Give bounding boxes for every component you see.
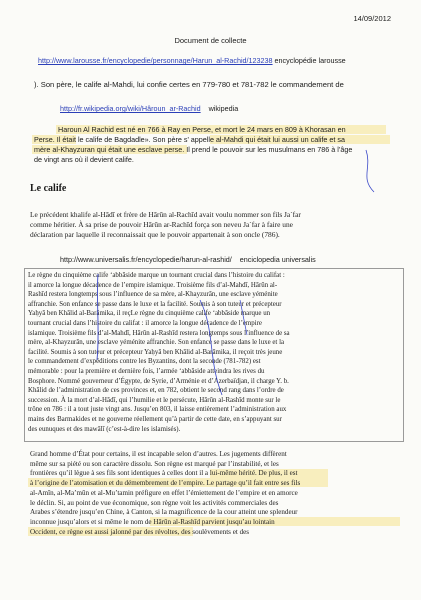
scan-line: Khālid de l’administration de ces provinces et, en 782, obtient le second rang dans l’ordre de (28, 387, 284, 395)
lower-line: inconnue jusqu’alors et si même le nom de Hārūn al-Rashīd parvient jusqu’au lointain (30, 517, 275, 526)
wikipedia-line: Haroun Al Rachid est né en 766 à Ray en Perse, et mort le 24 mars en 809 à Khorasan en (58, 125, 346, 134)
scan-line: tournant crucial dans l’histoire du califat : il amorce la longue décadence de l’empire (28, 319, 262, 327)
pen-stroke (366, 150, 374, 192)
wikipedia-line: mère al-Khayzuran qui était une esclave perse. Il prend le pouvoir sur les musulmans en 786 à l’âge (34, 145, 353, 154)
calife-line: déclaration par laquelle il reconnaissait que le pouvoir appartenait à son oncle (786). (30, 230, 280, 239)
lower-line: à l’origine de l’atomisation et du démembrement de l’empire. Le partage qu’il fait entre ses fils (30, 479, 301, 488)
lower-line: le déclin. Si, au point de vue économique, son règne voit les activités commerciales des (30, 498, 279, 507)
scan-line: le commandement d’expéditions contre les Byzantins, dont la seconde (781-782) est (28, 358, 261, 366)
lower-line: Grand homme d’État pour certains, il est incapable selon d’autres. Les jugements diffèrent (30, 450, 287, 458)
pen-stroke (240, 300, 247, 335)
lower-excerpt (30, 450, 400, 537)
scan-line: mains des Barmakides et ne gouverne réellement qu’à partir de cette date, en s’appuyant sur (28, 415, 282, 423)
larousse-link[interactable]: http://www.larousse.fr/encyclopedie/personnage/Harun_al-Rachid/123238 (38, 56, 273, 65)
scan-line: succession. À la mort d’al-Hādī, qui l’humilie et le persécute, Hārūn al-Rashīd monte sur le (28, 396, 281, 404)
larousse-excerpt: ). Son père, le calife al-Mahdi, lui confie certes en 779-780 et 781-782 le commandement de (34, 80, 344, 89)
wikipedia-link[interactable]: http://fr.wikipedia.org/wiki/Hâroun_ar-Rachid (60, 104, 201, 113)
scan-line: affranchie. Son enfance se passe dans le luxe et la facilité. Soumis à son tuteur et précepteur (28, 300, 282, 308)
lower-line: frontières qu’il lègue à ses fils sont identiques à celles dont il a lui-même hérité. De plus, il est (30, 469, 298, 478)
section-heading-calife: Le calife (30, 183, 67, 194)
document-title: Document de collecte (174, 36, 247, 45)
lower-line: Occident, ce règne est aussi jalonné par des révoltes, des soulèvements et des (30, 527, 250, 536)
scan-line: mère, al-Khayzurān, une esclave yéménite affranchie. Son enfance se passe dans le luxe et la (28, 339, 285, 347)
scan-line: trône en 786 : il a tout juste vingt ans. Jusqu’en 803, il laisse entièrement l’administration aux (28, 406, 287, 414)
scan-line: Rashīd restera longtemps sous l’influence de sa mère, al-Khayzurān, une esclave yéménite (28, 291, 278, 299)
scan-line: mémorable : pour la première et dernière fois, l’armée ‘abbāside atteindra les rives du (28, 367, 265, 375)
scan-line: islamique. Troisième fils d’al-Mahdī, Hārūn al-Rashīd restera longtemps sous l’influence de sa (28, 329, 290, 337)
wikipedia-line: Perse. Il était le calife de Bagdadle». Son père s’ appelle al-Mahdi qui était lui aussi un calife et sa (34, 135, 345, 144)
calife-line: comme héritier. À sa prise de pouvoir Hārūn ar-Rachīd força son neveu Ja`far à faire une (30, 220, 293, 229)
scan-line: Bosphore. Nommé gouverneur d’Égypte, de Syrie, d’Arménie et d’Azerbaïdjan, il charge Y. b. (28, 377, 289, 385)
universalis-url[interactable]: http://www.universalis.fr/encyclopedie/harun-al-rashid/ (60, 255, 232, 264)
wikipedia-line: de vingt ans où il devient calife. (34, 155, 134, 164)
larousse-label: encyclopédie larousse (274, 56, 346, 65)
universalis-label: enciclopedia universalis (239, 255, 316, 264)
scan-line: Le règne du cinquième calife ‘abbāside marque un tournant crucial dans l’histoire du califat : (28, 272, 285, 279)
lower-line: Arabes s’étendre jusqu’en Chine, à Canton, si la magnificence de la cour atteint une splendeur (30, 508, 298, 517)
scan-line: il amorce la longue décadence de l’empire islamique. Troisième fils d’al-Mahdī, Hārūn al- (28, 281, 278, 289)
scan-line: Yaḥyā ben Khālid al-Barāmika, il reçLe règne du cinquième calife ‘abbāside marque un (28, 310, 271, 318)
document-date: 14/09/2012 (353, 14, 391, 23)
pen-stroke (200, 300, 222, 395)
lower-line: al-Amīn, al-Ma’mūn et al-Mu’tamin préfigure en effet l’émiettement de l’empire et en amorce (30, 488, 298, 497)
calife-line: Le précédent khalife al-Hādī et frère de Hārūn al-Rachīd avait voulu nommer son fils Ja`far (30, 210, 301, 219)
scan-line: facilité. Soumis à son tuteur et précepteur Yaḥyā ben Khālid al-Barāmika, il reçoit très jeune (28, 348, 283, 356)
pen-stroke (97, 274, 98, 360)
lower-line: même sur sa piété ou son caractère dissolu. Son règne est marqué par l’instabilité, et les (30, 459, 279, 468)
wikipedia-label: wikipedia (208, 104, 239, 113)
scan-line: des eunuques et des mawālī (c’est-à-dire les islamisés). (28, 425, 181, 433)
